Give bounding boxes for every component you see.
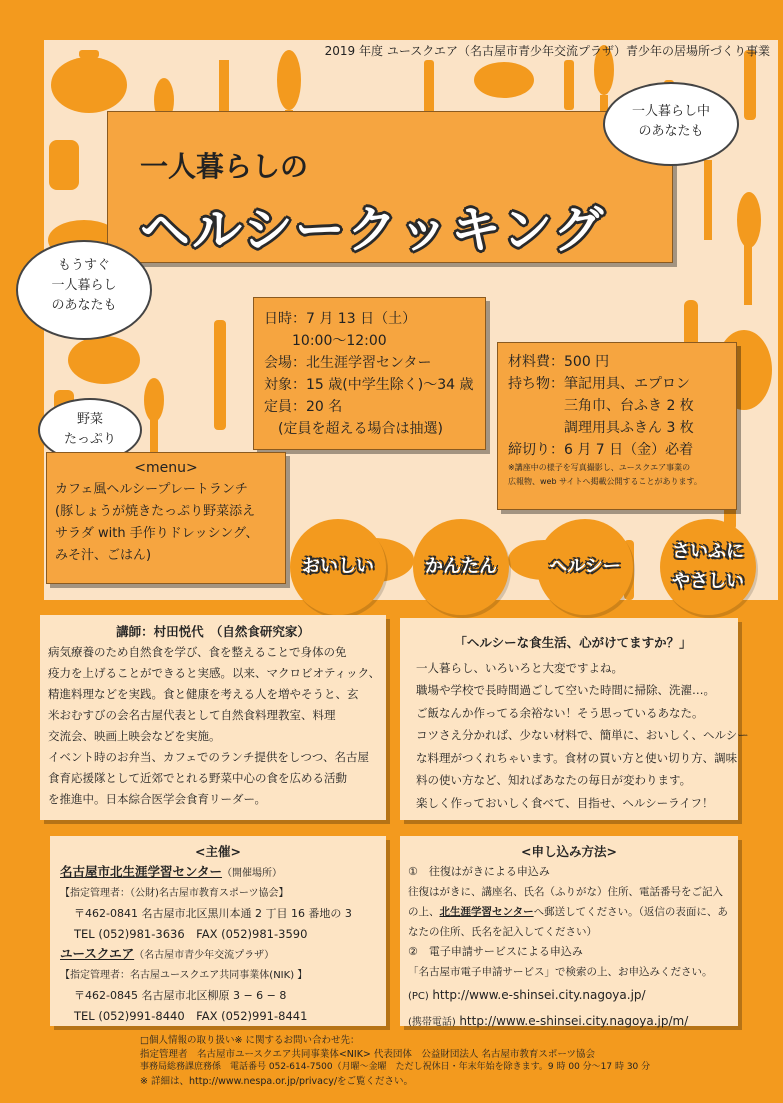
event-line: 定員：20 名 (264, 399, 343, 415)
organizer-2-name: ユースクエア (60, 946, 135, 961)
menu-line: カフェ風ヘルシープレートランチ (55, 482, 248, 497)
feature-label: やさしい (672, 571, 744, 592)
message-line: な料理がつくれちゃいます。食材の買い方と使い切り方、調味 (416, 750, 738, 765)
feature-label: ヘルシー (549, 556, 621, 577)
apply-line (408, 922, 730, 942)
fee-line: 材料費：500 円 (508, 354, 610, 370)
organizer-2-note: （名古屋市青少年交流プラザ） (134, 950, 275, 961)
footer-line: □個人情報の取り扱い※ に関するお問い合わせ先： (140, 1035, 360, 1046)
event-line: 対象：15 歳(中学生除く)〜34 歳 (264, 377, 474, 393)
organizer-1-address: 〒462-0841 名古屋市北区黒川本通 2 丁目 16 番地の 3 (74, 907, 352, 920)
organizer-1-tel: TEL (052)981-3636 FAX (052)981-3590 (74, 927, 308, 941)
organizer-2-heading (60, 944, 376, 966)
message-line: コツさえ分かれば、少ない材料で、簡単に、おいしく、ヘルシー (416, 728, 749, 742)
instructor-line: イベント時のお弁当、カフェでのランチ提供をしつつ、名古屋 (48, 750, 369, 764)
instructor-line: 病気療養のため自然食を学び、食を整えることで身体の免 (48, 645, 347, 659)
apply-text: の上、 (408, 906, 440, 918)
organizer-1-heading (60, 862, 376, 884)
menu-line: みそ汁、ごはん) (55, 548, 152, 563)
fees-info-box (497, 342, 737, 510)
bubble-line: のあなたも (51, 298, 117, 313)
bubble-line: 一人暮らし (51, 278, 117, 293)
message-line: 料の使い方など、知ればあなたの毎日が変わります。 (416, 773, 692, 787)
instructor-line: 食育応援隊として近郊でとれる野菜中心の食を広める活動 (48, 771, 347, 785)
fee-line: 締切り：6 月 7 日（金）必着 (508, 442, 694, 458)
event-line: 日時：7 月 13 日（土） (264, 311, 417, 327)
apply-panel (400, 836, 738, 1026)
apply-line: 往復はがきに、講座名、氏名（ふりがな）住所、電話番号をご記入 (408, 886, 723, 898)
apply-text: の住所、氏名を記入してください） (429, 926, 597, 938)
menu-line: (豚しょうが焼きたっぷり野菜添え (55, 504, 256, 519)
event-line: (定員を超える場合は抽選) (264, 421, 443, 437)
event-line: 10:00〜12:00 (264, 333, 387, 349)
organizer-2-address: 〒462-0845 名古屋市北区柳原 3 − 6 − 8 (74, 989, 287, 1002)
title-small: 一人暮らしの (140, 150, 309, 183)
apply-line: 「名古屋市電子申請サービス」で検索の上、お申込みください。 (408, 966, 713, 978)
message-panel (400, 618, 749, 820)
apply-line: ② 電子申請サービスによる申込み (408, 945, 583, 958)
pc-url-link[interactable]: http://www.e-shinsei.city.nagoya.jp/ (432, 988, 646, 1002)
instructor-title: 講師：村田悦代 （自然食研究家） (116, 624, 310, 639)
message-line: ご飯なんか作ってる余裕ない！そう思っているあなた。 (416, 705, 704, 720)
pc-label: (PC) (408, 991, 429, 1002)
photo-note: 広報物、web サイトへ掲載公開することがあります。 (508, 477, 702, 486)
mobile-label: (携帯電話) (408, 1017, 456, 1028)
organizer-2-tel: TEL (052)991-8440 FAX (052)991-8441 (74, 1009, 308, 1023)
apply-venue: 北生涯学習センター (439, 906, 534, 918)
apply-line: ① 往復はがきによる申込み (408, 865, 550, 878)
organizer-panel (50, 836, 386, 1026)
organizer-title: <主催> (195, 844, 241, 859)
feature-circle-budget (660, 519, 756, 615)
organizer-1-name: 名古屋市北生涯学習センター (60, 864, 223, 879)
instructor-line: を推進中。日本綜合医学会食育リーダー。 (48, 792, 267, 806)
bubble-line: もうすぐ (57, 258, 110, 273)
feature-label: おいしい (302, 556, 374, 577)
feature-label: かんたん (425, 556, 497, 577)
instructor-line: 米おむすびの会名古屋代表として自然食料理教室、料理 (48, 708, 336, 722)
bubble-line: たっぷり (63, 432, 116, 447)
feature-circle-easy (413, 519, 509, 615)
menu-line: サラダ with 手作りドレッシング、 (55, 526, 259, 541)
organizer-1-manager: 【指定管理者：（公財)名古屋市教育スポーツ協会】 (60, 888, 289, 899)
apply-text: なた (408, 926, 429, 938)
fee-line: 調理用具ふきん 3 枚 (508, 420, 694, 436)
apply-line (408, 902, 730, 922)
footer-line: ※ 詳細は、http://www.nespa.or.jp/privacy/をご覧ください。 (140, 1075, 414, 1087)
privacy-footer (140, 1034, 780, 1100)
apply-title: <申し込み方法> (521, 844, 617, 859)
mobile-url-link[interactable]: http://www.e-shinsei.city.nagoya.jp/m/ (459, 1014, 689, 1028)
instructor-line: 交流会、映画上映会などを実施。 (48, 729, 221, 743)
program-header: 2019 年度 ユースクエア（名古屋市青少年交流プラザ）青少年の居場所づくり事業 (324, 44, 770, 58)
photo-note: ※講座中の様子を写真撮影し、ユースクエア事業の (508, 463, 691, 472)
menu-box (46, 452, 286, 584)
organizer-2-manager: 【指定管理者：名古屋ユースクエア共同事業体(NIK) 】 (60, 970, 308, 981)
apply-text: へ郵送してください。（返信の表面に、あ (533, 906, 728, 918)
message-line: 職場や学校で長時間過ごして空いた時間に掃除、洗濯…。 (416, 683, 715, 697)
event-line: 会場：北生涯学習センター (264, 355, 432, 371)
menu-title: <menu> (134, 460, 198, 476)
footer-line: 事務局総務課庶務係 電話番号 052-614-7500（月曜〜金曜 ただし祝休日・年末年始を除きます。9 時 00 分〜17 時 30 分 (140, 1062, 651, 1072)
message-title: 「ヘルシーな食生活、心がけてますか？」 (454, 635, 692, 650)
speech-bubble-left (16, 240, 152, 340)
title-main: ヘルシークッキング (140, 201, 606, 259)
speech-bubble-top-right (603, 82, 739, 166)
message-line: 楽しく作っておいしく食べて、目指せ、ヘルシーライフ！ (416, 795, 714, 810)
message-line: 一人暮らし、いろいろと大変ですよね。 (416, 660, 623, 675)
event-info-box (253, 297, 486, 450)
apply-pc-row (408, 985, 730, 1007)
organizer-1-note: （開催場所） (222, 868, 283, 879)
instructor-panel (40, 615, 386, 820)
bubble-line: 一人暮らし中 (631, 104, 710, 119)
bubble-line: のあなたも (638, 124, 704, 139)
footer-line: 指定管理者 名古屋市ユースクエア共同事業体<NIK> 代表団体 公益財団法人 名古屋市教育スポーツ協会 (140, 1048, 596, 1060)
instructor-line: 疫力を上げることができると実感。以来、マクロビオティック、 (48, 666, 381, 680)
bubble-line: 野菜 (76, 412, 103, 427)
apply-mobile-row (408, 1011, 730, 1033)
fee-line: 三角巾、台ふき 2 枚 (508, 398, 694, 414)
feature-circle-delicious (290, 519, 386, 615)
feature-label: さいふに (672, 541, 744, 562)
feature-circle-healthy (537, 519, 633, 615)
instructor-line: 精進料理などを実践。食と健康を考える人を増やそうと、玄 (48, 687, 359, 701)
fee-line: 持ち物：筆記用具、エプロン (508, 376, 690, 392)
